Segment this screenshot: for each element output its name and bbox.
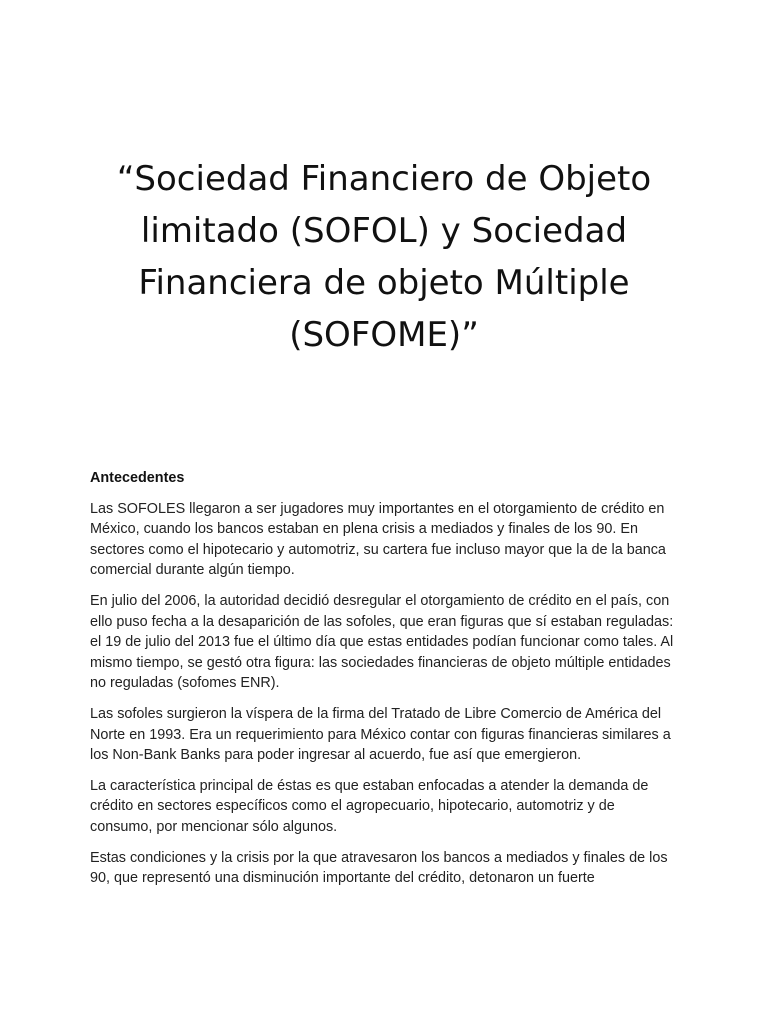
paragraph-3: Las sofoles surgieron la víspera de la firma del Tratado de Libre Comercio de América del Norte en 1993. Era un requerimiento para México contar con figuras financieras similares a los Non-Bank Banks para poder ingresar al acuerdo, fue así que emergieron. [90,705,671,764]
document-title: “Sociedad Financiero de Objeto limitado (SOFOL) y Sociedad Financiera de objeto Múltiple (SOFOME)” [116,159,652,355]
paragraph-1: Las SOFOLES llegaron a ser jugadores muy importantes en el otorgamiento de crédito en México, cuando los bancos estaban en plena crisis a mediados y finales de los 90. En sectores como el hipotecario y automotriz, su cartera fue incluso mayor que la de la banca comercial durante algún tiempo. [90,500,666,579]
paragraph-2: En julio del 2006, la autoridad decidió desregular el otorgamiento de crédito en el país, con ello puso fecha a la desaparición de las sofoles, que eran figuras que sí estaban reguladas: el 19 de julio del 2013 fue el último día que estas entidades podían funcionar como tales. Al mismo tiempo, se gestó otra figura: las sociedades financieras de objeto múltiple entidades no reguladas (sofomes ENR). [90,592,674,692]
document-body [90,468,680,899]
paragraph-5: Estas condiciones y la crisis por la que atravesaron los bancos a mediados y finales de los 90, que representó una disminución importante del crédito, detonaron un fuerte [90,849,668,887]
paragraph-4: La característica principal de éstas es que estaban enfocadas a atender la demanda de crédito en sectores específicos como el agropecuario, hipotecario, automotriz y de consumo, por mencionar sólo algunos. [90,777,649,835]
section-heading: Antecedentes [90,470,185,486]
